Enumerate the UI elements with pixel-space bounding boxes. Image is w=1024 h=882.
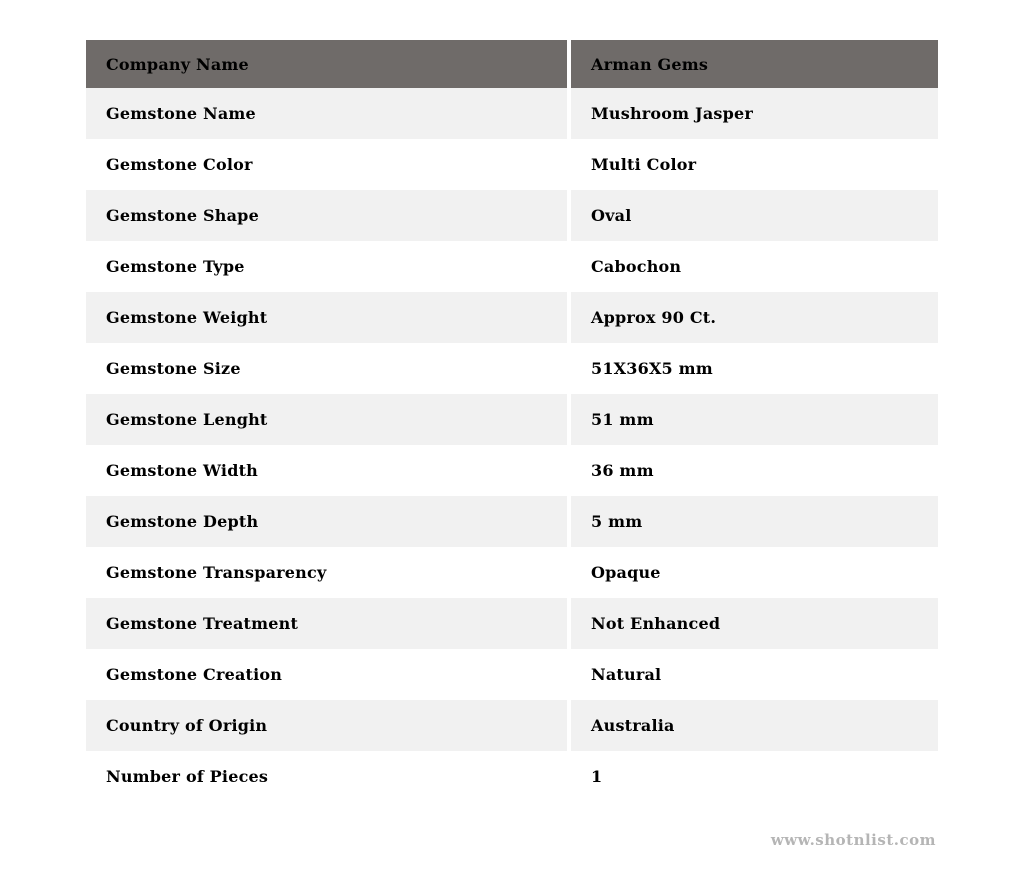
row-value: Approx 90 Ct.	[571, 292, 938, 343]
row-label: Country of Origin	[86, 700, 567, 751]
table-row	[86, 445, 938, 496]
row-label: Gemstone Size	[86, 343, 567, 394]
table-row	[86, 292, 938, 343]
row-label: Gemstone Shape	[86, 190, 567, 241]
row-value: 5 mm	[571, 496, 938, 547]
row-value: Multi Color	[571, 139, 938, 190]
row-label: Gemstone Lenght	[86, 394, 567, 445]
watermark-text: www.shotnlist.com	[770, 831, 936, 849]
row-value: Not Enhanced	[571, 598, 938, 649]
row-label: Number of Pieces	[86, 751, 567, 802]
row-value: 51X36X5 mm	[571, 343, 938, 394]
table-row	[86, 649, 938, 700]
table-row	[86, 496, 938, 547]
row-value: 1	[571, 751, 938, 802]
row-label: Gemstone Depth	[86, 496, 567, 547]
header-label-cell: Company Name	[86, 40, 567, 88]
table-row	[86, 547, 938, 598]
row-value: Australia	[571, 700, 938, 751]
table-row	[86, 343, 938, 394]
row-value: Oval	[571, 190, 938, 241]
table-row	[86, 190, 938, 241]
row-value: Opaque	[571, 547, 938, 598]
row-label: Gemstone Type	[86, 241, 567, 292]
row-label: Gemstone Treatment	[86, 598, 567, 649]
row-label: Gemstone Creation	[86, 649, 567, 700]
table-row	[86, 139, 938, 190]
row-value: 51 mm	[571, 394, 938, 445]
header-value-cell: Arman Gems	[571, 40, 938, 88]
row-label: Gemstone Name	[86, 88, 567, 139]
table-row	[86, 241, 938, 292]
row-label: Gemstone Color	[86, 139, 567, 190]
row-value: Natural	[571, 649, 938, 700]
table-row	[86, 598, 938, 649]
row-label: Gemstone Weight	[86, 292, 567, 343]
row-value: Mushroom Jasper	[571, 88, 938, 139]
table-row	[86, 700, 938, 751]
row-label: Gemstone Width	[86, 445, 567, 496]
table-row	[86, 394, 938, 445]
gemstone-spec-table	[86, 40, 938, 802]
table-row	[86, 88, 938, 139]
row-value: Cabochon	[571, 241, 938, 292]
table-header-row	[86, 40, 938, 88]
row-label: Gemstone Transparency	[86, 547, 567, 598]
table-row	[86, 751, 938, 802]
row-value: 36 mm	[571, 445, 938, 496]
